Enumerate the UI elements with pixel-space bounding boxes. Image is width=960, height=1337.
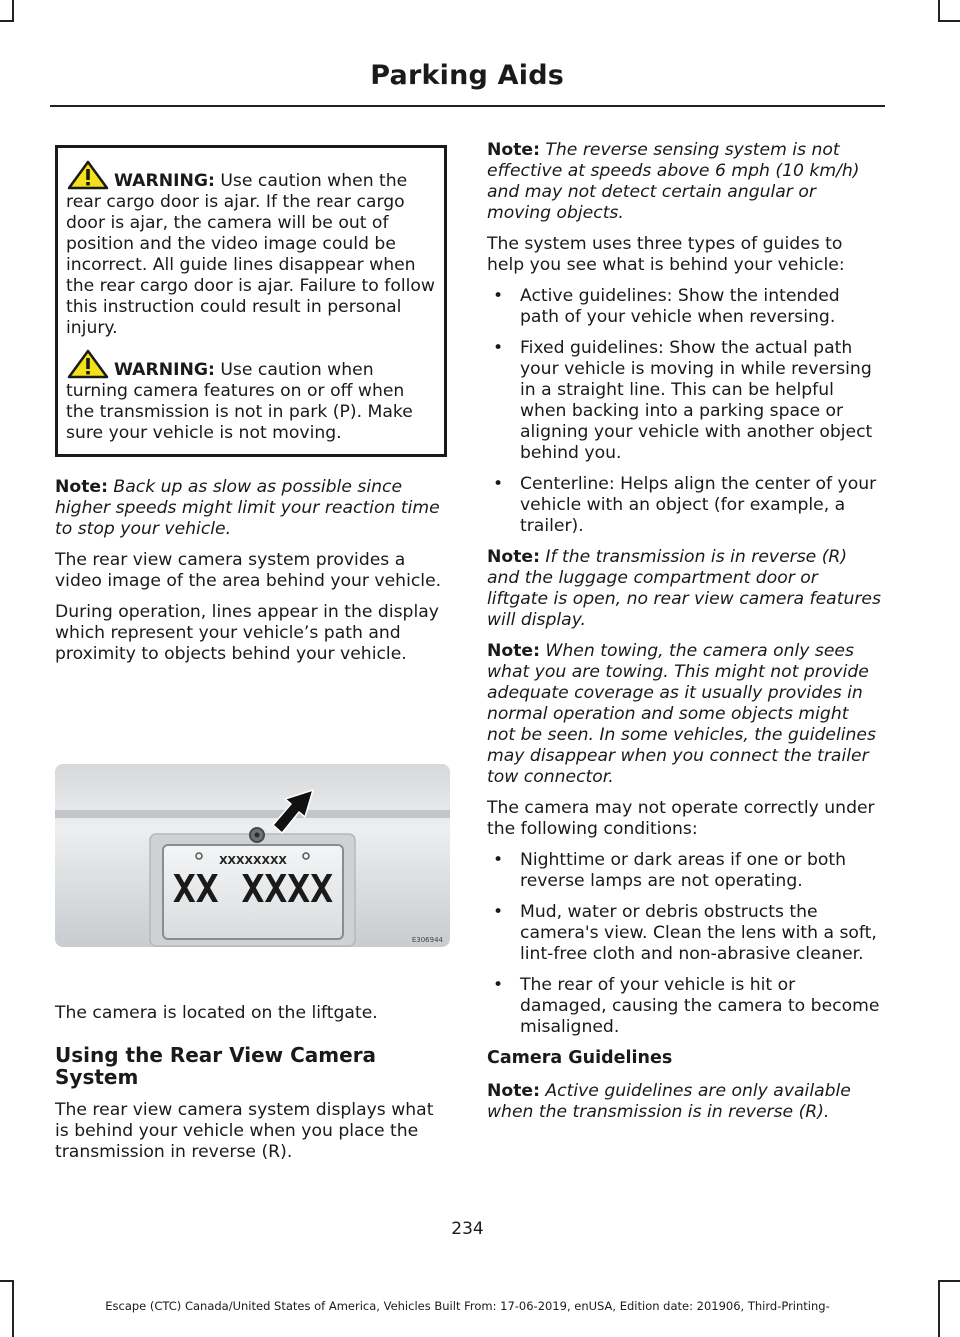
warning-triangle-icon (66, 160, 110, 190)
left-column (55, 140, 447, 675)
paragraph: The camera may not operate correctly under the following conditions: (487, 798, 875, 839)
list-item: • Nighttime or dark areas if one or both reverse lamps are not operating. (493, 850, 847, 891)
section-heading: Camera Guidelines (487, 1048, 673, 1068)
crop-mark (0, 1280, 14, 1282)
note: Note: Back up as slow as possible since higher speeds might limit your reaction time to stop your vehicle. (55, 477, 440, 539)
paragraph: The rear view camera system displays what is behind your vehicle when you place the transmission in reverse (R). (55, 1100, 434, 1162)
paragraph: During operation, lines appear in the display which represent your vehicle’s path and proximity to objects behind your vehicle. (55, 602, 439, 664)
warning-box (55, 145, 447, 457)
crop-mark (12, 0, 14, 22)
crop-mark (938, 1280, 960, 1282)
warning-triangle-icon (66, 349, 110, 379)
right-column (487, 140, 882, 1133)
list-item: • Centerline: Helps align the center of your vehicle with an object (for example, a trailer). (493, 474, 877, 536)
note: Note: When towing, the camera only sees what you are towing. This might not provide adequate coverage as it usually provides in normal operation and some objects might not be seen. In some vehicles, the guidelines may disappear when you connect the trailer tow connector. (487, 641, 876, 787)
crop-mark (938, 0, 940, 22)
figure-code: E306944 (411, 936, 443, 944)
list-item: • Active guidelines: Show the intended path of your vehicle when reversing. (493, 286, 840, 327)
plate-large-text: XX XXXX (172, 867, 334, 911)
note: Note: If the transmission is in reverse (R) and the luggage compartment door or liftgate is open, no rear view camera features will display. (487, 547, 881, 630)
crop-mark (938, 20, 960, 22)
section-heading: Using the Rear View Camera System (55, 1043, 377, 1089)
list-item: • The rear of your vehicle is hit or damaged, causing the camera to become misaligned. (493, 975, 880, 1037)
note: Note: The reverse sensing system is not effective at speeds above 6 mph (10 km/h) and may not detect certain angular or moving objects. (487, 140, 860, 223)
paragraph: The system uses three types of guides to help you see what is behind your vehicle: (487, 234, 845, 275)
warning-text: Use caution when turning camera features on or off when the transmission is not in park (P). Make sure your vehicle is not moving. (66, 360, 413, 443)
figure-caption: The camera is located on the liftgate. (55, 1003, 378, 1023)
list-item: • Mud, water or debris obstructs the camera's view. Clean the lens with a soft, lint-free cloth and non-abrasive cleaner. (493, 902, 877, 964)
page-number: 234 (451, 1219, 484, 1239)
conditions-list (487, 850, 882, 1038)
footer-text: Escape (CTC) Canada/United States of America, Vehicles Built From: 17-06-2019, enUSA, Edition date: 201906, Third-Printing- (105, 1299, 830, 1313)
header-rule (50, 105, 885, 107)
guides-list (487, 286, 882, 537)
warning-item (66, 349, 436, 444)
warning-label: WARNING: (114, 171, 215, 191)
page-title: Parking Aids (370, 60, 564, 91)
warning-item (66, 160, 436, 339)
plate-small-text: XXXXXXXX (219, 854, 287, 867)
crop-mark (938, 1280, 940, 1337)
warning-text: Use caution when the rear cargo door is ajar. If the rear cargo door is ajar, the camera will be out of position and the video image could be incorrect. All guide lines disappear when the rear cargo door is ajar. Failure to follow this instruction could result in personal injury. (66, 171, 435, 338)
note: Note: Active guidelines are only available when the transmission is in reverse (R). (487, 1081, 851, 1122)
section-rear-view-camera (55, 1030, 447, 1173)
crop-mark (0, 20, 14, 22)
warning-label: WARNING: (114, 360, 215, 380)
list-item: • Fixed guidelines: Show the actual path your vehicle is moving in while reversing in a straight line. This can be helpful when backing into a parking space or aligning your vehicle with another object behind you. (493, 338, 873, 463)
paragraph: The rear view camera system provides a video image of the area behind your vehicle. (55, 550, 442, 591)
liftgate-illustration (55, 752, 450, 947)
camera-location-figure (55, 752, 450, 947)
